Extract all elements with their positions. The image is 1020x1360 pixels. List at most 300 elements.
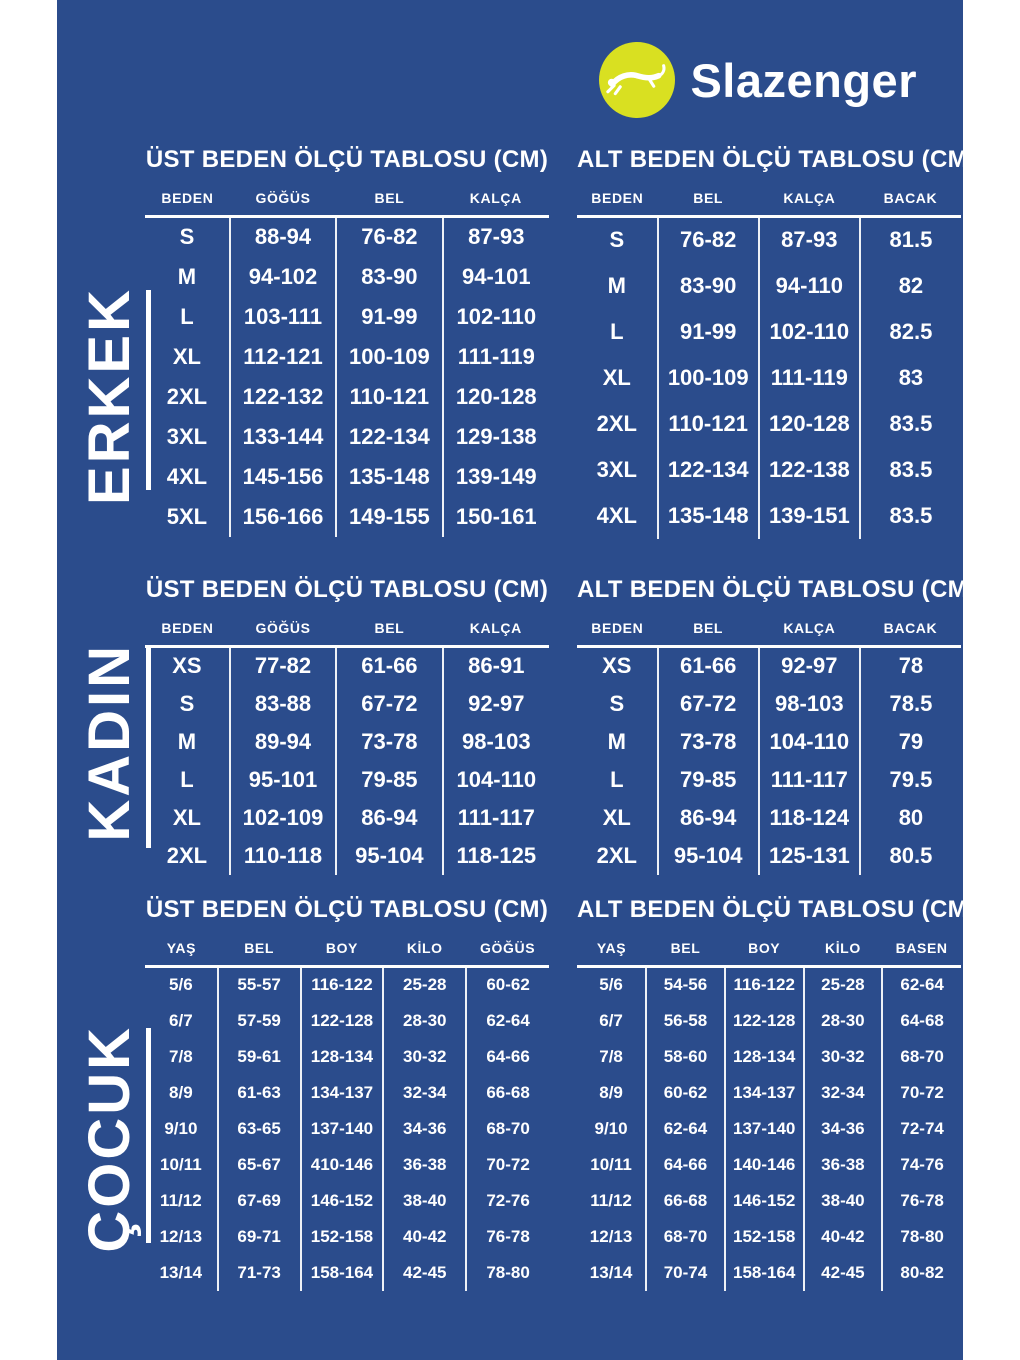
table-cell: 83-90 (658, 263, 759, 309)
column-header: BOY (301, 940, 384, 967)
table-cell: 77-82 (230, 647, 336, 685)
size-table (577, 190, 961, 539)
table-cell: 65-67 (218, 1147, 301, 1183)
table-row (145, 257, 549, 297)
table-cell: 38-40 (383, 1183, 466, 1219)
table-cell: 152-158 (725, 1219, 804, 1255)
table-cell: L (180, 303, 194, 329)
table-cell: 73-78 (336, 723, 442, 761)
table-cell: 60-62 (646, 1075, 725, 1111)
table-row (145, 1111, 549, 1147)
table-row (145, 647, 549, 685)
table-cell: 102-110 (443, 297, 549, 337)
table-cell: 152-158 (301, 1219, 384, 1255)
table-cell: 83.5 (860, 447, 961, 493)
table-cell: 36-38 (383, 1147, 466, 1183)
table-cell: 83.5 (860, 401, 961, 447)
table-row (145, 337, 549, 377)
table-cell: 116-122 (301, 967, 384, 1003)
column-header: GÖĞÜS (230, 620, 336, 647)
table-cell: 118-124 (759, 799, 860, 837)
table-cell: 5/6 (599, 975, 623, 995)
table-cell: 158-164 (725, 1255, 804, 1291)
table-row (577, 355, 961, 401)
table-cell: 79 (860, 723, 961, 761)
table-cell: 150-161 (443, 497, 549, 537)
section-label-men: ERKEK (77, 287, 142, 506)
column-header: BOY (725, 940, 804, 967)
table-cell: 6/7 (169, 1010, 193, 1030)
table-row (145, 1147, 549, 1183)
table-cell: 4XL (166, 463, 208, 489)
table-cell: 64-68 (882, 1003, 961, 1039)
size-table (145, 190, 549, 537)
table-cell: XL (602, 804, 631, 830)
kids-upper-table-block (145, 896, 549, 1291)
table-row (145, 967, 549, 1003)
brand-logo (599, 42, 917, 118)
table-row (145, 377, 549, 417)
table-cell: 146-152 (725, 1183, 804, 1219)
table-row (145, 799, 549, 837)
table-row (145, 497, 549, 537)
table-cell: 70-72 (466, 1147, 549, 1183)
table-cell: 34-36 (383, 1111, 466, 1147)
table-cell: 3XL (166, 423, 208, 449)
table-cell: 86-94 (336, 799, 442, 837)
table-cell: 120-128 (759, 401, 860, 447)
table-cell: S (179, 690, 195, 716)
table-row (145, 685, 549, 723)
table-cell: 7/8 (599, 1046, 623, 1066)
table-cell: 87-93 (443, 217, 549, 257)
table-cell: 134-137 (301, 1075, 384, 1111)
size-table (145, 620, 549, 875)
table-cell: 112-121 (230, 337, 336, 377)
size-table (577, 940, 961, 1291)
table-row (145, 1255, 549, 1291)
table-cell: 111-117 (443, 799, 549, 837)
column-header: BEL (336, 620, 442, 647)
table-cell: S (609, 227, 625, 253)
table-row (577, 1147, 961, 1183)
table-row (145, 1183, 549, 1219)
table-cell: 10/11 (160, 1154, 202, 1174)
table-cell: 91-99 (336, 297, 442, 337)
table-cell: 70-74 (646, 1255, 725, 1291)
table-cell: 102-109 (230, 799, 336, 837)
women-lower-table (577, 620, 961, 875)
table-cell: 32-34 (383, 1075, 466, 1111)
table-cell: 81.5 (860, 217, 961, 263)
table-cell: 111-119 (443, 337, 549, 377)
table-cell: 42-45 (804, 1255, 883, 1291)
table-row (145, 297, 549, 337)
column-header: BEL (218, 940, 301, 967)
kids-lower-table-title: ALT BEDEN ÖLÇÜ TABLOSU (CM) (577, 896, 977, 923)
table-cell: 80 (860, 799, 961, 837)
women-upper-table (145, 620, 549, 875)
men-upper-table-block (145, 146, 549, 537)
women-upper-table-block (145, 576, 549, 875)
kids-upper-table (145, 940, 549, 1291)
table-cell: 8/9 (599, 1082, 623, 1102)
table-cell: 134-137 (725, 1075, 804, 1111)
men-lower-table-title: ALT BEDEN ÖLÇÜ TABLOSU (CM) (577, 146, 977, 173)
column-header: KALÇA (443, 190, 549, 217)
table-cell: 13/14 (589, 1262, 633, 1282)
table-row (577, 799, 961, 837)
column-header: BEDEN (145, 190, 230, 217)
kids-upper-table-title: ÜST BEDEN ÖLÇÜ TABLOSU (CM) (145, 896, 549, 923)
column-header: YAŞ (577, 940, 646, 967)
column-header: KALÇA (759, 620, 860, 647)
table-cell: 11/12 (160, 1190, 202, 1210)
table-cell: 8/9 (169, 1082, 193, 1102)
table-cell: 78-80 (466, 1255, 549, 1291)
table-cell: 100-109 (336, 337, 442, 377)
table-cell: 122-128 (725, 1003, 804, 1039)
table-cell: XS (602, 653, 632, 679)
table-cell: 38-40 (804, 1183, 883, 1219)
table-cell: XL (172, 804, 201, 830)
table-cell: 71-73 (218, 1255, 301, 1291)
table-cell: 128-134 (725, 1039, 804, 1075)
table-cell: 102-110 (759, 309, 860, 355)
table-cell: 7/8 (169, 1046, 193, 1066)
table-cell: 59-61 (218, 1039, 301, 1075)
table-cell: 30-32 (804, 1039, 883, 1075)
column-header: BEDEN (577, 190, 658, 217)
table-cell: XS (172, 653, 202, 679)
table-cell: 12/13 (159, 1226, 203, 1246)
table-cell: 64-66 (646, 1147, 725, 1183)
table-cell: 68-70 (466, 1111, 549, 1147)
table-cell: 10/11 (590, 1154, 632, 1174)
table-cell: 140-146 (725, 1147, 804, 1183)
table-cell: 72-76 (466, 1183, 549, 1219)
table-cell: 70-72 (882, 1075, 961, 1111)
table-cell: 56-58 (646, 1003, 725, 1039)
table-row (577, 309, 961, 355)
table-row (145, 417, 549, 457)
table-cell: 63-65 (218, 1111, 301, 1147)
table-cell: 129-138 (443, 417, 549, 457)
table-cell: 103-111 (230, 297, 336, 337)
table-cell: S (179, 224, 195, 250)
table-cell: 54-56 (646, 967, 725, 1003)
table-row (577, 647, 961, 685)
table-cell: 66-68 (646, 1183, 725, 1219)
table-cell: 25-28 (383, 967, 466, 1003)
column-header: KİLO (383, 940, 466, 967)
table-cell: 64-66 (466, 1039, 549, 1075)
men-upper-table (145, 190, 549, 537)
table-row (577, 761, 961, 799)
table-cell: 30-32 (383, 1039, 466, 1075)
column-header: KİLO (804, 940, 883, 967)
table-cell: 67-69 (218, 1183, 301, 1219)
column-header: BEDEN (145, 620, 230, 647)
column-header: BEL (658, 190, 759, 217)
table-cell: 89-94 (230, 723, 336, 761)
table-cell: 145-156 (230, 457, 336, 497)
table-cell: 135-148 (336, 457, 442, 497)
table-row (577, 401, 961, 447)
table-cell: 83-88 (230, 685, 336, 723)
kids-lower-table-block (577, 896, 977, 1291)
table-cell: L (610, 318, 624, 344)
brand-name: Slazenger (690, 53, 917, 107)
table-row (145, 837, 549, 875)
column-header: BEDEN (577, 620, 658, 647)
table-cell: 66-68 (466, 1075, 549, 1111)
table-cell: 83-90 (336, 257, 442, 297)
table-cell: 92-97 (443, 685, 549, 723)
table-cell: M (607, 728, 626, 754)
table-cell: 156-166 (230, 497, 336, 537)
table-cell: L (610, 766, 624, 792)
table-cell: XL (172, 343, 201, 369)
table-cell: 122-134 (658, 447, 759, 493)
table-cell: 116-122 (725, 967, 804, 1003)
table-row (145, 1003, 549, 1039)
table-cell: 61-66 (658, 647, 759, 685)
table-cell: 137-140 (301, 1111, 384, 1147)
table-cell: 61-63 (218, 1075, 301, 1111)
table-cell: 40-42 (804, 1219, 883, 1255)
men-upper-table-title: ÜST BEDEN ÖLÇÜ TABLOSU (CM) (145, 146, 549, 173)
column-header: BACAK (860, 620, 961, 647)
table-cell: 80-82 (882, 1255, 961, 1291)
table-cell: 12/13 (589, 1226, 633, 1246)
column-header: BEL (646, 940, 725, 967)
table-cell: 125-131 (759, 837, 860, 875)
table-cell: 137-140 (725, 1111, 804, 1147)
table-cell: 92-97 (759, 647, 860, 685)
table-cell: 410-146 (301, 1147, 384, 1183)
table-cell: 83 (860, 355, 961, 401)
table-cell: 60-62 (466, 967, 549, 1003)
table-cell: L (180, 766, 194, 792)
size-chart-panel (57, 0, 977, 1360)
column-header: GÖĞÜS (230, 190, 336, 217)
table-cell: 6/7 (599, 1010, 623, 1030)
table-cell: 95-104 (336, 837, 442, 875)
table-cell: 9/10 (164, 1118, 198, 1138)
table-row (577, 1003, 961, 1039)
table-cell: 76-78 (882, 1183, 961, 1219)
table-cell: 95-104 (658, 837, 759, 875)
table-cell: 139-149 (443, 457, 549, 497)
table-row (577, 685, 961, 723)
column-header: BACAK (860, 190, 961, 217)
table-row (145, 723, 549, 761)
column-header: BEL (336, 190, 442, 217)
table-cell: 25-28 (804, 967, 883, 1003)
table-cell: M (607, 272, 626, 298)
table-cell: 62-64 (882, 967, 961, 1003)
table-cell: 9/10 (594, 1118, 628, 1138)
women-upper-table-title: ÜST BEDEN ÖLÇÜ TABLOSU (CM) (145, 576, 549, 603)
table-cell: 118-125 (443, 837, 549, 875)
size-table (145, 940, 549, 1291)
table-cell: M (177, 263, 197, 289)
table-cell: 122-132 (230, 377, 336, 417)
column-header: BEL (658, 620, 759, 647)
table-cell: 13/14 (159, 1262, 203, 1282)
table-cell: M (177, 728, 197, 754)
table-cell: 104-110 (759, 723, 860, 761)
table-cell: 111-119 (759, 355, 860, 401)
table-cell: S (609, 690, 625, 716)
table-cell: 95-101 (230, 761, 336, 799)
table-cell: 82 (860, 263, 961, 309)
table-cell: 122-134 (336, 417, 442, 457)
table-cell: 2XL (166, 842, 208, 868)
table-cell: 3XL (596, 456, 637, 482)
kids-lower-table (577, 940, 961, 1291)
table-cell: 139-151 (759, 493, 860, 539)
column-header: KALÇA (759, 190, 860, 217)
table-row (145, 1039, 549, 1075)
table-cell: 78.5 (860, 685, 961, 723)
table-cell: 110-118 (230, 837, 336, 875)
table-cell: 40-42 (383, 1219, 466, 1255)
table-cell: 11/12 (590, 1190, 632, 1210)
table-cell: 32-34 (804, 1075, 883, 1111)
table-row (577, 447, 961, 493)
table-cell: 94-110 (759, 263, 860, 309)
table-cell: 91-99 (658, 309, 759, 355)
table-row (145, 1075, 549, 1111)
table-cell: 120-128 (443, 377, 549, 417)
table-cell: 62-64 (646, 1111, 725, 1147)
table-cell: 74-76 (882, 1147, 961, 1183)
section-label-women: KADIN (77, 643, 142, 842)
table-row (145, 1219, 549, 1255)
table-cell: 55-57 (218, 967, 301, 1003)
table-cell: 146-152 (301, 1183, 384, 1219)
table-cell: 128-134 (301, 1039, 384, 1075)
table-cell: 111-117 (759, 761, 860, 799)
table-cell: 122-138 (759, 447, 860, 493)
table-cell: 73-78 (658, 723, 759, 761)
table-row (577, 967, 961, 1003)
table-cell: 79-85 (658, 761, 759, 799)
table-cell: 61-66 (336, 647, 442, 685)
table-cell: 42-45 (383, 1255, 466, 1291)
table-cell: 158-164 (301, 1255, 384, 1291)
table-cell: 76-78 (466, 1219, 549, 1255)
table-cell: 62-64 (466, 1003, 549, 1039)
table-cell: 79-85 (336, 761, 442, 799)
table-cell: 110-121 (336, 377, 442, 417)
table-cell: 86-91 (443, 647, 549, 685)
table-row (145, 761, 549, 799)
table-row (577, 493, 961, 539)
table-cell: 5XL (166, 503, 208, 529)
table-row (577, 1075, 961, 1111)
table-row (577, 837, 961, 875)
table-row (577, 217, 961, 263)
table-cell: 80.5 (860, 837, 961, 875)
table-cell: 67-72 (658, 685, 759, 723)
table-row (577, 1111, 961, 1147)
table-cell: 82.5 (860, 309, 961, 355)
table-cell: 72-74 (882, 1111, 961, 1147)
table-cell: 122-128 (301, 1003, 384, 1039)
table-cell: 57-59 (218, 1003, 301, 1039)
table-row (577, 1183, 961, 1219)
women-lower-table-block (577, 576, 977, 875)
table-cell: 86-94 (658, 799, 759, 837)
table-cell: 98-103 (443, 723, 549, 761)
table-cell: 69-71 (218, 1219, 301, 1255)
table-cell: 68-70 (646, 1219, 725, 1255)
column-header: KALÇA (443, 620, 549, 647)
table-cell: 83.5 (860, 493, 961, 539)
table-cell: 88-94 (230, 217, 336, 257)
table-cell: 58-60 (646, 1039, 725, 1075)
column-header: GÖĞÜS (466, 940, 549, 967)
table-cell: 4XL (596, 502, 637, 528)
table-row (145, 217, 549, 257)
table-cell: 104-110 (443, 761, 549, 799)
table-cell: 78 (860, 647, 961, 685)
panther-icon (599, 42, 675, 118)
men-lower-table-block (577, 146, 977, 539)
table-cell: 67-72 (336, 685, 442, 723)
table-cell: 34-36 (804, 1111, 883, 1147)
table-cell: 98-103 (759, 685, 860, 723)
table-cell: 135-148 (658, 493, 759, 539)
table-row (577, 1255, 961, 1291)
table-cell: 94-101 (443, 257, 549, 297)
section-label-kids: ÇOCUK (77, 1025, 142, 1253)
table-cell: XL (602, 364, 631, 390)
table-cell: 76-82 (336, 217, 442, 257)
table-cell: 78-80 (882, 1219, 961, 1255)
table-cell: 94-102 (230, 257, 336, 297)
size-table (577, 620, 961, 875)
table-row (577, 263, 961, 309)
table-row (577, 723, 961, 761)
table-cell: 149-155 (336, 497, 442, 537)
table-row (145, 457, 549, 497)
table-cell: 5/6 (169, 975, 193, 995)
table-cell: 100-109 (658, 355, 759, 401)
table-cell: 36-38 (804, 1147, 883, 1183)
men-lower-table (577, 190, 961, 539)
table-cell: 2XL (596, 410, 637, 436)
table-cell: 28-30 (804, 1003, 883, 1039)
table-row (577, 1039, 961, 1075)
table-cell: 28-30 (383, 1003, 466, 1039)
table-cell: 76-82 (658, 217, 759, 263)
women-lower-table-title: ALT BEDEN ÖLÇÜ TABLOSU (CM) (577, 576, 977, 603)
table-cell: 2XL (596, 842, 637, 868)
table-cell: 87-93 (759, 217, 860, 263)
table-cell: 2XL (166, 383, 208, 409)
table-row (577, 1219, 961, 1255)
table-cell: 110-121 (658, 401, 759, 447)
column-header: YAŞ (145, 940, 218, 967)
column-header: BASEN (882, 940, 961, 967)
table-cell: 79.5 (860, 761, 961, 799)
table-cell: 133-144 (230, 417, 336, 457)
table-cell: 68-70 (882, 1039, 961, 1075)
